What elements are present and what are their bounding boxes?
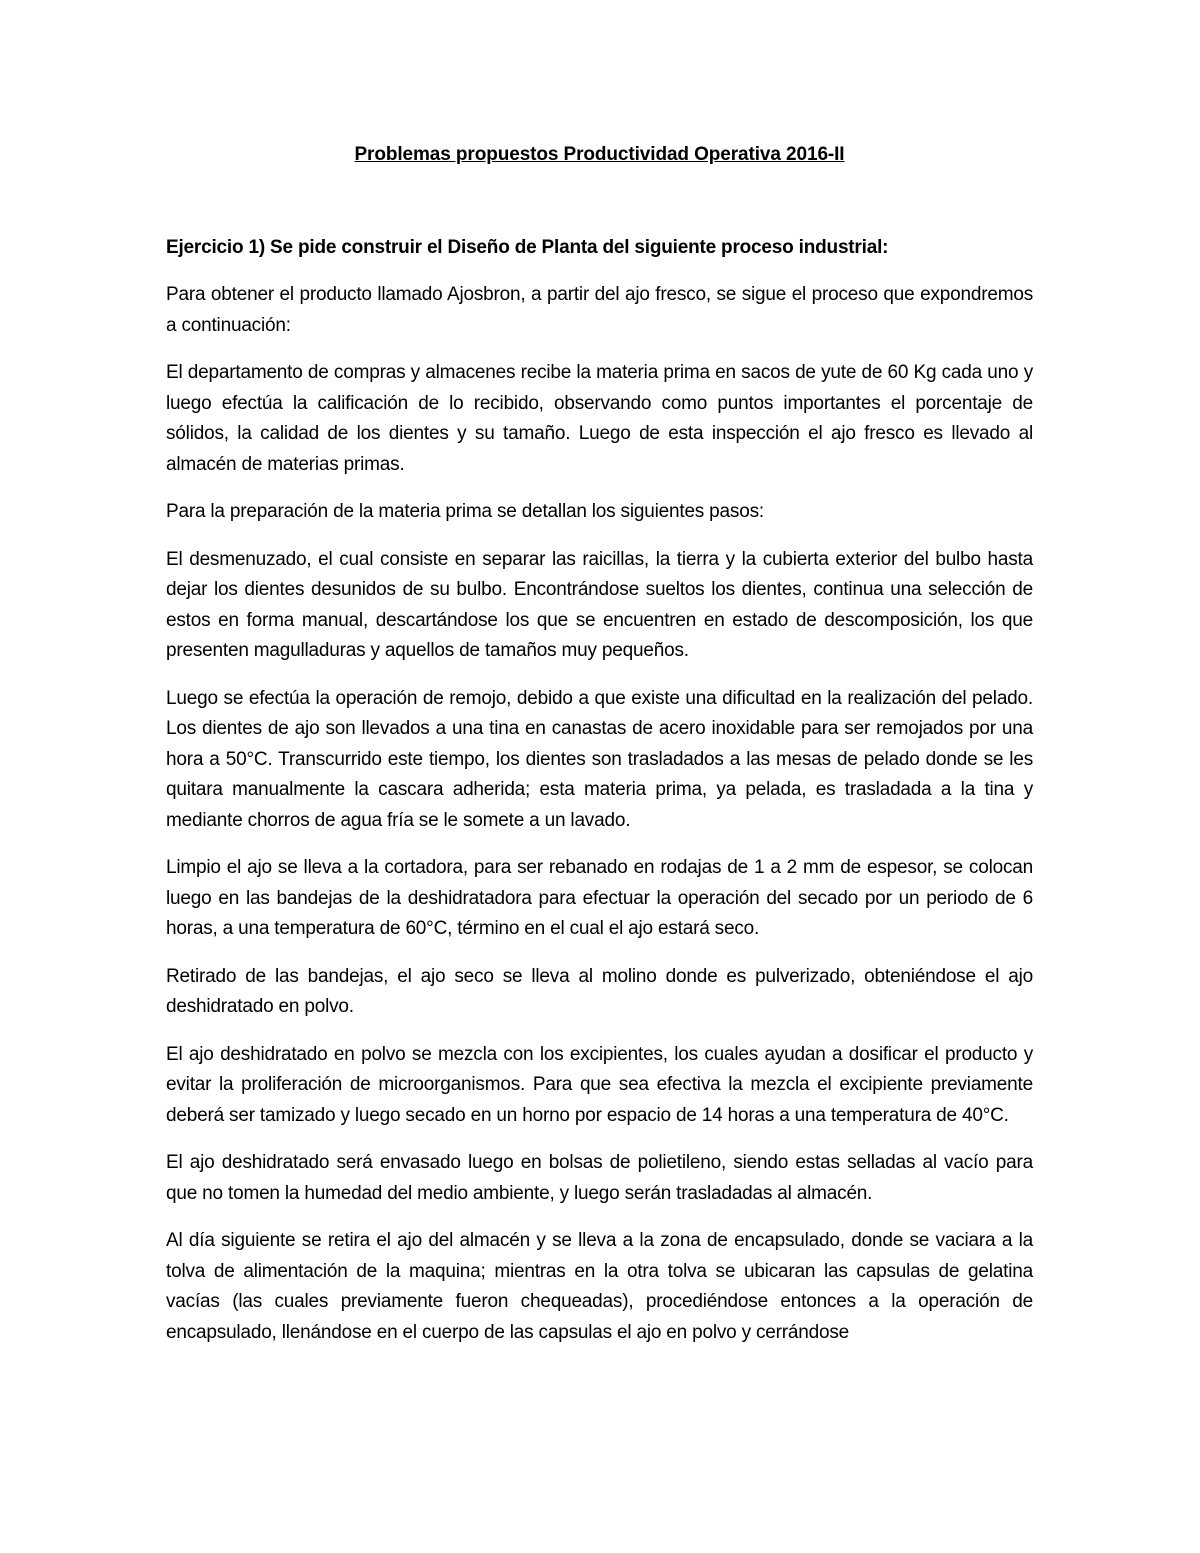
paragraph-envasado: El ajo deshidratado será envasado luego en bolsas de polietileno, siendo estas selladas al vacío para que no tomen la humedad del medio ambiente, y luego serán trasladadas al almacén. [166, 1152, 1033, 1204]
paragraph-reception: El departamento de compras y almacenes recibe la materia prima en sacos de yute de 60 Kg cada uno y luego efectúa la calificación de lo recibido, observando como puntos importantes el porcentaje de sólidos, la calidad de los dientes y su tamaño. Luego de esta inspección el ajo fresco es llevado al almacén de materias primas. [166, 362, 1033, 475]
paragraph-encapsulado: Al día siguiente se retira el ajo del almacén y se lleva a la zona de encapsulado, donde se vaciara a la tolva de alimentación de la maquina; mientras en la otra tolva se ubicaran las capsulas de gelatina vacías (las cuales previamente fueron chequeadas), procediéndose entonces a la operación de encapsulado, llenándose en el cuerpo de las capsulas el ajo en polvo y cerrándose [166, 1230, 1033, 1343]
paragraph-cortado-secado: Limpio el ajo se lleva a la cortadora, para ser rebanado en rodajas de 1 a 2 mm de espesor, se colocan luego en las bandejas de la deshidratadora para efectuar la operación del secado por un periodo de 6 horas, a una temperatura de 60°C, término en el cual el ajo estará seco. [166, 857, 1033, 939]
paragraph-mezcla: El ajo deshidratado en polvo se mezcla con los excipientes, los cuales ayudan a dosificar el producto y evitar la proliferación de microorganismos. Para que sea efectiva la mezcla el excipiente previamente deberá ser tamizado y luego secado en un horno por espacio de 14 horas a una temperatura de 40°C. [166, 1043, 1033, 1126]
paragraph-desmenuzado: El desmenuzado, el cual consiste en separar las raicillas, la tierra y la cubierta exterior del bulbo hasta dejar los dientes desunidos de su bulbo. Encontrándose sueltos los dientes, continua una selección de estos en forma manual, descartándose los que se encuentren en estado de descomposición, los que presenten magulladuras y aquellos de tamaños muy pequeños. [166, 548, 1033, 661]
paragraph-remojo: Luego se efectúa la operación de remojo, debido a que existe una dificultad en la realización del pelado. Los dientes de ajo son llevados a una tina en canastas de acero inoxidable para ser remojados por una hora a 50°C. Transcurrido este tiempo, los dientes son trasladados a las mesas de pelado donde se les quitara manualmente la cascara adherida; esta materia prima, ya pelada, es trasladada a la tina y mediante chorros de agua fría se le somete a un lavado. [166, 687, 1033, 831]
document-body [166, 140, 1033, 1365]
paragraph-molienda: Retirado de las bandejas, el ajo seco se lleva al molino donde es pulverizado, obteniéndose el ajo deshidratado en polvo. [166, 965, 1033, 1017]
document-title: Problemas propuestos Productividad Operativa 2016-II [354, 144, 845, 165]
exercise-heading: Ejercicio 1) Se pide construir el Diseño de Planta del siguiente proceso industrial: [166, 237, 889, 258]
paragraph-preparation-intro: Para la preparación de la materia prima se detallan los siguientes pasos: [166, 501, 764, 522]
paragraph-intro: Para obtener el producto llamado Ajosbron, a partir del ajo fresco, se sigue el proceso que expondremos a continuación: [166, 284, 1033, 336]
